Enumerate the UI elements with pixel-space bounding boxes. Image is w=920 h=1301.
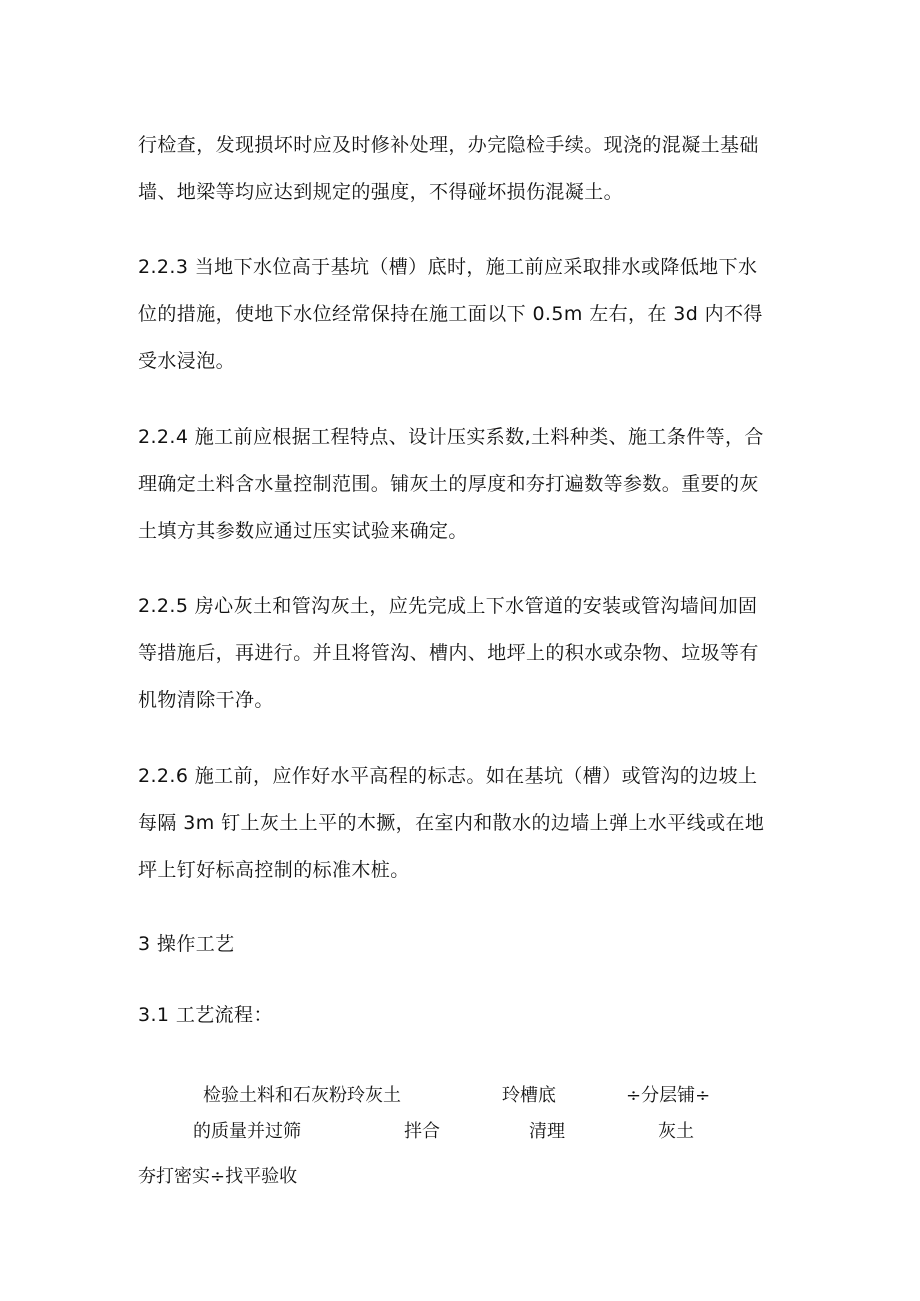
paragraph-2-2-5-line-1: 2.2.5 房心灰土和管沟灰土，应先完成上下水管道的安装或管沟墙间加固	[138, 595, 758, 617]
paragraph-2-2-4-line-2: 理确定土料含水量控制范围。铺灰土的厚度和夯打遍数等参数。重要的灰	[138, 473, 759, 495]
paragraph-intro-line-2: 墙、地梁等均应达到规定的强度，不得碰坏损伤混凝土。	[138, 181, 624, 203]
paragraph-2-2-5-line-3: 机物清除干净。	[138, 689, 274, 711]
paragraph-2-2-4-line-3: 土填方其参数应通过压实试验来确定。	[138, 520, 468, 542]
flow-step-layer-spread: ÷分层铺÷	[626, 1085, 711, 1106]
flow-step-trench-bottom: 玲槽底	[502, 1085, 556, 1106]
flow-step-inspect-materials: 检验土料和石灰粉玲灰土	[203, 1085, 401, 1106]
flow-step-mix: 拌合	[404, 1121, 440, 1142]
subsection-heading: 3.1 工艺流程：	[138, 1004, 273, 1026]
paragraph-2-2-6-line-3: 坪上钉好标高控制的标准木桩。	[138, 859, 410, 881]
paragraph-2-2-6-line-1: 2.2.6 施工前，应作好水平高程的标志。如在基坑（槽）或管沟的边坡上	[138, 765, 758, 787]
paragraph-2-2-6-line-2: 每隔 3m 钉上灰土上平的木撅，在室内和散水的边墙上弹上水平线或在地	[138, 812, 765, 834]
paragraph-2-2-3-line-2: 位的措施，使地下水位经常保持在施工面以下 0.5m 左右，在 3d 内不得	[138, 303, 763, 325]
flow-step-lime-soil: 灰土	[658, 1121, 694, 1142]
paragraph-intro-line-1: 行检查，发现损坏时应及时修补处理，办完隐检手续。现浇的混凝土基础	[138, 134, 759, 156]
section-heading: 3 操作工艺	[138, 933, 235, 955]
flow-step-clean: 清理	[529, 1121, 565, 1142]
paragraph-2-2-5-line-2: 等措施后，再进行。并且将管沟、槽内、地坪上的积水或杂物、垃圾等有	[138, 642, 759, 664]
flow-step-compact-level: 夯打密实÷找平验收	[138, 1166, 298, 1187]
paragraph-2-2-3-line-3: 受水浸泡。	[138, 350, 236, 372]
paragraph-2-2-4-line-1: 2.2.4 施工前应根据工程特点、设计压实系数,土料种类、施工条件等，合	[138, 426, 764, 448]
paragraph-2-2-3-line-1: 2.2.3 当地下水位高于基坑（槽）底时，施工前应采取排水或降低地下水	[138, 256, 758, 278]
flow-step-quality-sieve: 的质量并过筛	[193, 1121, 301, 1142]
